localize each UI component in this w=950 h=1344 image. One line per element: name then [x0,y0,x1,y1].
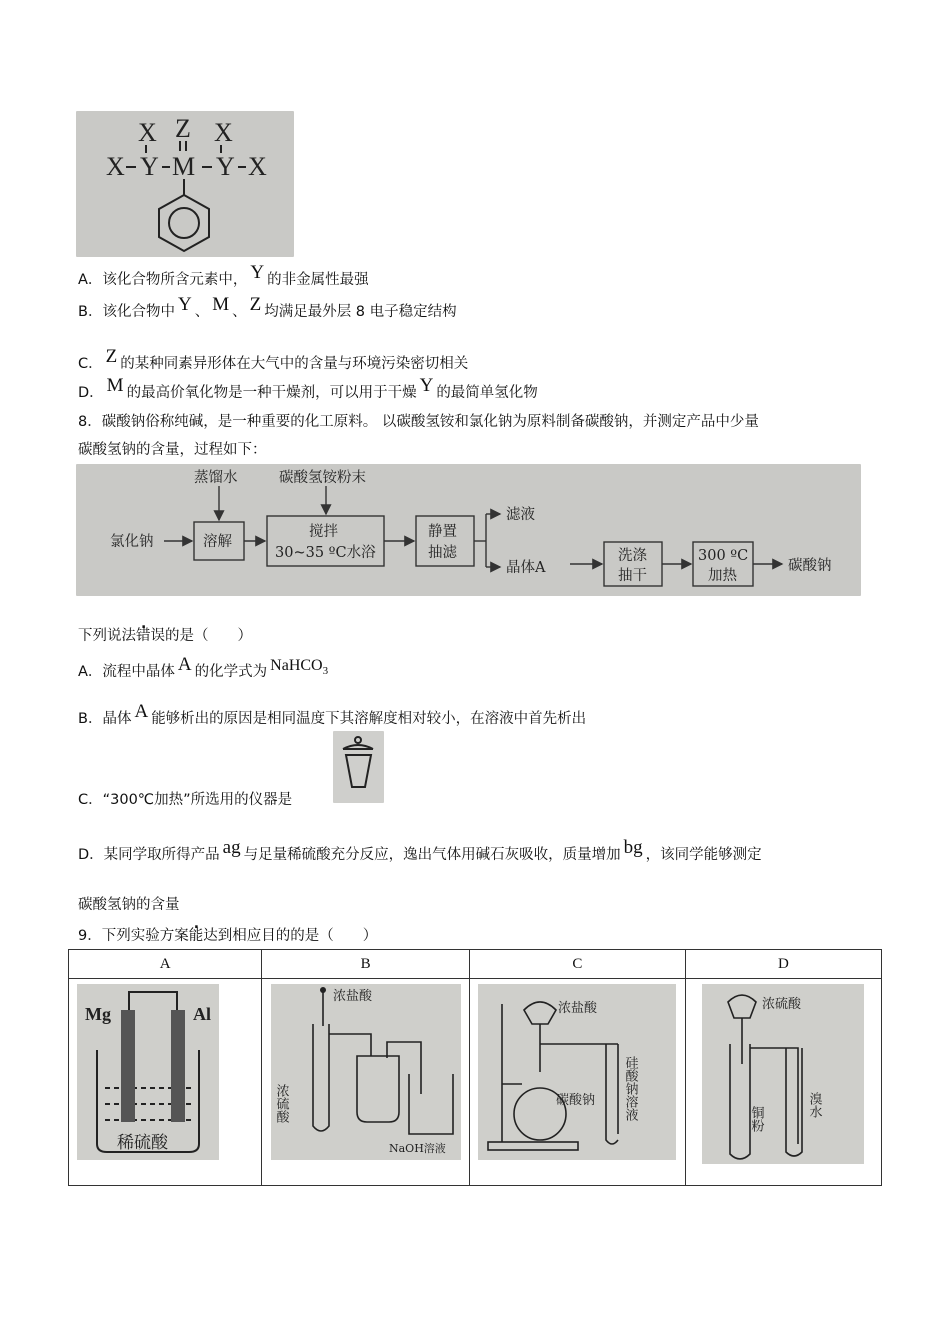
copper-reaction-diagram [702,984,864,1164]
flow-step-dry: 抽干 [618,568,647,584]
q9-stem-pre: 9．下列实验方案 [78,928,189,944]
apparatus-d [702,984,864,1164]
q8-stem-line1: 8．碳酸钠俗称纯碱，是一种重要的化工原料。 以碳酸氢铵和氯化钠为原料制备碳酸钠，并测定产品中少量 [78,414,759,430]
q7-d-post: 的最简单氢化物 [436,385,538,401]
struct-y-right: Y [216,152,235,181]
q7-d-pre: D． [78,385,104,401]
q8-prompt [78,624,252,645]
q8-b-pre: B．晶体 [78,711,132,727]
q7-d-sym2: Y [419,375,434,396]
q7-a-sym: Y [250,262,265,283]
q8-b-sym: A [134,701,149,722]
q9-cell-a [69,979,262,1186]
q9-cell-d [685,979,881,1186]
q7-d-mid: 的最高价氧化物是一种干燥剂，可以用于干燥 [126,385,417,401]
q7-option-c [78,346,469,374]
q7-c-pre: C． [78,356,103,372]
apparatus-c [478,984,676,1160]
q9-header-c: C [470,950,686,979]
flow-step-temp: 300 ºC [698,548,749,564]
q8-a-formula-main: NaHCO [270,657,323,674]
q7-b-sym1: Y [177,294,192,315]
struct-y-left: Y [140,152,159,181]
q7-option-b [78,294,457,322]
gas-generation-diagram [271,984,461,1160]
struct-x-left: X [106,152,125,181]
label-d-bromine-water: 溴水 [806,1092,822,1118]
q8-option-c [78,788,292,809]
q8-option-a [78,654,331,683]
q7-option-a [78,262,369,290]
flow-input-ammonium: 碳酸氢铵粉末 [279,470,366,486]
q7-a-pre: A．该化合物所含元素中， [78,272,248,288]
q7-b-sep1: 、 [194,304,210,320]
q8-d-sym1: ag [222,837,241,858]
flow-step-bath: 30~35 ºC水浴 [275,545,376,561]
flow-step-settle: 静置 [428,524,457,540]
label-c-na2sio3: 硅酸钠溶液 [622,1056,638,1121]
electrolysis-diagram [77,984,219,1160]
q9-header-b: B [262,950,470,979]
label-b-naoh: NaOH溶液 [388,1142,446,1155]
apparatus-b [271,984,461,1160]
q7-b-sym3: Z [249,294,262,315]
flow-out-filtrate: 滤液 [506,507,535,523]
q7-b-sep2: 、 [232,304,247,320]
q8-prompt-emphasis: 错误 [136,628,165,644]
flow-step-wash: 洗涤 [618,548,647,564]
flow-start: 氯化钠 [110,534,154,550]
structure-figure [76,111,294,257]
q7-b-post: 均满足最外层 8 电子稳定结构 [264,304,457,320]
q8-prompt-pre: 下列说法 [78,628,136,644]
q8-a-formula-sub: 3 [322,665,329,678]
struct-top-x-left: X [138,118,157,147]
q8-stem-line2: 碳酸氢钠的含量，过程如下： [78,442,267,458]
flow-step-dissolve: 溶解 [203,534,232,550]
flowchart-diagram [76,464,861,596]
q7-d-sym1: M [106,375,124,396]
q9-stem-post: 相应目的的是（ ） [232,928,378,944]
q8-flowchart [76,464,861,596]
q8-a-sym: A [177,654,192,675]
flow-step-heat: 加热 [708,568,737,584]
q7-c-post: 的某种同素异形体在大气中的含量与环境污染密切相关 [120,356,469,372]
q8-d-post: ，该同学能够测定 [645,847,762,863]
q8-d-pre: D．某同学取所得产品 [78,847,220,863]
flow-product: 碳酸钠 [788,558,832,574]
q7-a-post: 的非金属性最强 [267,272,369,288]
q8-a-mid: 的化学式为 [194,664,268,680]
flow-step-filter: 抽滤 [428,545,457,561]
label-d-cu-powder: 铜粉 [748,1106,764,1132]
q8-option-d [78,837,762,865]
q9-cell-b [262,979,470,1186]
struct-x-right: X [248,152,267,181]
q8-b-post: 能够析出的原因是相同温度下其溶解度相对较小，在溶液中首先析出 [151,711,587,727]
q9-options-table [68,949,882,1186]
q9-header-d: D [685,950,881,979]
q7-b-pre: B．该化合物中 [78,304,175,320]
flow-step-stir: 搅拌 [309,524,338,540]
q8-d-sym2: bg [623,837,643,858]
label-d-conc-h2so4: 浓硫酸 [762,997,802,1012]
q7-c-sym: Z [105,346,118,367]
label-c-conc-hcl: 浓盐酸 [558,1001,598,1016]
q9-cell-c [470,979,686,1186]
label-c-na2co3: 碳酸钠 [556,1093,596,1108]
q8-a-pre: A．流程中晶体 [78,664,175,680]
struct-top-z: Z [175,114,191,143]
q8-d-mid: 与足量稀硫酸充分反应，逸出气体用碱石灰吸收，质量增加 [243,847,621,863]
structure-diagram [76,111,294,257]
q8-option-d-line2: 碳酸氢钠的含量 [78,897,180,913]
flow-input-water: 蒸馏水 [194,470,238,486]
q7-option-d [78,375,538,403]
label-mg: Mg [85,1004,111,1024]
struct-top-x-right: X [214,118,233,147]
acid-strength-diagram [478,984,676,1160]
q8-option-b [78,701,587,729]
q8-a-formula [270,657,329,678]
apparatus-a [77,984,219,1160]
label-b-conc-h2so4: 浓硫酸 [273,1084,289,1123]
q8-c-text: C．“300℃加热”所选用的仪器是 [78,792,293,808]
label-al: Al [193,1004,211,1024]
crucible-icon [333,731,384,803]
label-b-conc-hcl: 浓盐酸 [332,989,372,1004]
q9-header-a: A [69,950,262,979]
q7-b-sym2: M [212,294,230,315]
q9-stem-emphasis: 能达到 [188,928,233,944]
label-dilute-h2so4: 稀硫酸 [117,1133,168,1153]
struct-m: M [172,152,196,181]
flow-out-crystal: 晶体A [506,560,546,576]
q9-stem [78,924,377,945]
q8-prompt-post: 的是（ ） [165,628,252,644]
crucible-figure [333,731,384,803]
